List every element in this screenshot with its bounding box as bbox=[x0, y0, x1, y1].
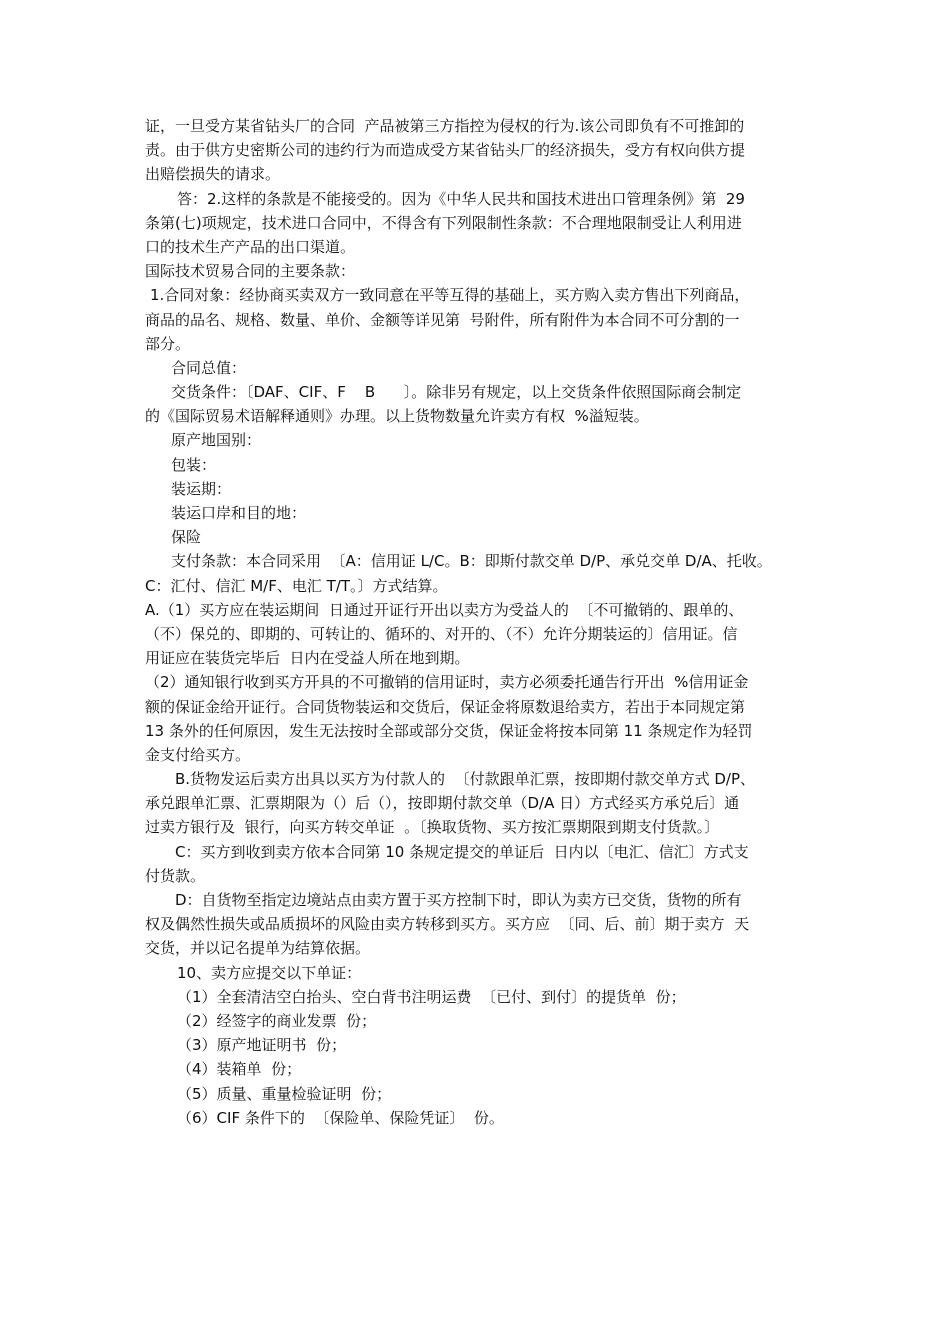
text-line: 1.合同对象：经协商买卖双方一致同意在平等互得的基础上，买方购入卖方售出下列商品， bbox=[150, 286, 750, 305]
text-line: （5）质量、重量检验证明 份； bbox=[177, 1084, 392, 1103]
text-line: 交货，并以记名提单为结算依据。 bbox=[145, 939, 371, 958]
text-line: 责。由于供方史密斯公司的违约行为而造成受方某省钻头厂的经济损失，受方有权向供方提 bbox=[145, 141, 746, 160]
text-line: 包装： bbox=[171, 455, 217, 474]
text-line: 13 条外的任何原因，发生无法按时全部或部分交货，保证金将按本同第 11 条规定作为轻罚 bbox=[145, 721, 753, 740]
text-line: D：自货物至指定边境站点由卖方置于买方控制下时，即认为卖方已交货，货物的所有 bbox=[175, 891, 742, 909]
text-line: 部分。 bbox=[145, 334, 191, 353]
text-line: B.货物发运后卖方出具以买方为付款人的 〔付款跟单汇票，按即期付款交单方式 D/P、 bbox=[175, 770, 756, 789]
text-line: 交货条件：〔DAF、CIF、F B 〕。除非另有规定，以上交货条件依照国际商会制定 bbox=[171, 383, 742, 402]
text-line: 出赔偿损失的请求。 bbox=[145, 165, 281, 184]
text-line: 过卖方银行及 银行，向买方转交单证 。〔换取货物、买方按汇票期限到期支付货款。〕 bbox=[145, 818, 720, 837]
text-line: （不）保兑的、即期的、可转让的、循环的、对开的、（不）允许分期装运的〕信用证。信 bbox=[145, 624, 738, 643]
text-line: 金支付给买方。 bbox=[145, 745, 251, 764]
text-line: C：买方到收到卖方依本合同第 10 条规定提交的单证后 日内以〔电汇、信汇〕方式支 bbox=[175, 842, 749, 861]
text-line: C：汇付、信汇 M/F、电汇 T/T。〕方式结算。 bbox=[145, 576, 448, 595]
text-line: （2）经签字的商业发票 份； bbox=[177, 1011, 377, 1030]
text-line: 10、卖方应提交以下单证： bbox=[177, 963, 362, 982]
text-line: 原产地国别： bbox=[171, 431, 262, 450]
text-line: （6）CIF 条件下的 〔保险单、保险凭证〕 份。 bbox=[177, 1108, 504, 1127]
text-line: 装运口岸和目的地： bbox=[171, 504, 307, 522]
text-line: （2）通知银行收到买方开具的不可撤销的信用证时，卖方必须委托通告行开出 %信用证金 bbox=[145, 673, 749, 692]
text-line: 额的保证金给开证行。合同货物装运和交货后，保证金将原数退给卖方，若出于本同规定第 bbox=[145, 697, 746, 716]
text-line: 保险 bbox=[171, 528, 202, 547]
text-line: 口的技术生产产品的出口渠道。 bbox=[145, 237, 356, 256]
text-line: 商品的品名、规格、数量、单价、金额等详见第 号附件，所有附件为本合同不可分割的一 bbox=[145, 310, 740, 329]
text-line: 装运期： bbox=[171, 479, 232, 498]
text-line: 答：2.这样的条款是不能接受的。因为《中华人民共和国技术进出口管理条例》第 29 bbox=[177, 189, 745, 208]
text-line: A.（1）买方应在装运期间 日通过开证行开出以卖方为受益人的 〔不可撤销的、跟单的、 bbox=[145, 600, 744, 619]
text-line: 证，一旦受方某省钻头厂的合同 产品被第三方指控为侵权的行为.该公司即负有不可推卸的 bbox=[145, 117, 745, 135]
text-line: 付货款。 bbox=[145, 866, 206, 885]
text-line: 条第(七)项规定，技术进口合同中，不得含有下列限制性条款：不合理地限制受让人利用进 bbox=[145, 213, 742, 232]
text-line: （3）原产地证明书 份； bbox=[177, 1036, 347, 1055]
text-line: （1）全套清洁空白抬头、空白背书注明运费 〔已付、到付〕的提货单 份； bbox=[177, 987, 686, 1006]
text-line: 用证应在装货完毕后 日内在受益人所在地到期。 bbox=[145, 649, 470, 668]
text-line: 承兑跟单汇票、汇票期限为（）后（），按即期付款交单（D/A 日）方式经买方承兑后〕通 bbox=[145, 794, 740, 813]
document-page bbox=[145, 114, 810, 1130]
text-line: 的《国际贸易术语解释通则》办理。以上货物数量允许卖方有权 %溢短装。 bbox=[145, 407, 649, 426]
text-line: （4）装箱单 份； bbox=[177, 1060, 302, 1079]
text-line: 权及偶然性损失或品质损坏的风险由卖方转移到买方。买方应 〔同、后、前〕期于卖方 天 bbox=[145, 915, 750, 934]
text-line: 支付条款：本合同采用 〔A：信用证 L/C。B：即斯付款交单 D/P、承兑交单 D/A、托收。 bbox=[171, 552, 772, 571]
text-line: 合同总值： bbox=[171, 358, 247, 377]
text-line: 国际技术贸易合同的主要条款： bbox=[145, 262, 356, 281]
